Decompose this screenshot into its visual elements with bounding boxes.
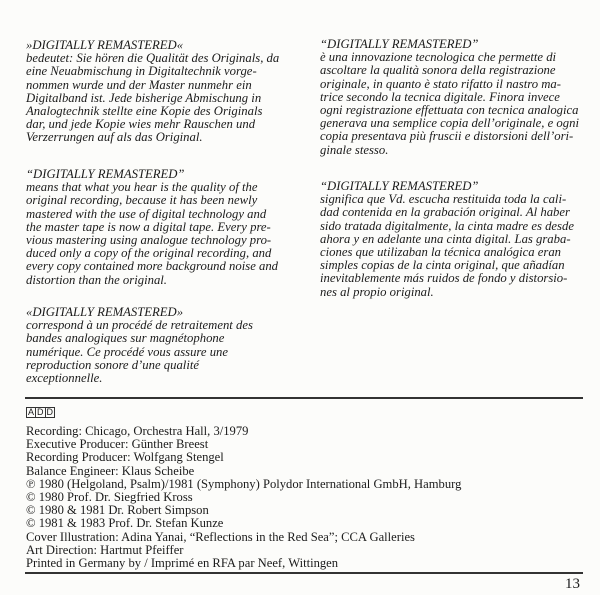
- english-remastered-note: [26, 168, 278, 287]
- text-line: ciones que utilizaban la técnica analógica eran: [320, 244, 562, 259]
- text-line: inevitablemente más ruidos de fondo y distorsio-: [320, 271, 568, 286]
- text-line: vious mastering using analogue technology pro-: [26, 232, 272, 247]
- divider-top: [25, 397, 583, 399]
- section-heading: “DIGITALLY REMASTERED”: [320, 179, 479, 193]
- text-line: the master tape is now a digital tape. Every pre-: [26, 219, 271, 234]
- text-line: duced only a copy of the original recording, and: [26, 246, 272, 261]
- text-line: nes al propio original.: [320, 284, 434, 299]
- text-line: ascoltare la qualità sonora della registrazione: [320, 63, 556, 78]
- text-line: means that what you hear is the quality of the: [26, 180, 258, 195]
- french-remastered-note: [26, 306, 253, 385]
- text-line: Verzerrungen auf als das Original.: [26, 130, 203, 145]
- text-line: eine Neuabmischung in Digitaltechnik vorge-: [26, 64, 257, 79]
- text-line: è una innovazione tecnologica che permette di: [320, 50, 557, 65]
- section-heading: »DIGITALLY REMASTERED«: [26, 38, 184, 52]
- text-line: trice secondo la tecnica digitale. Finora invece: [320, 89, 560, 104]
- spars-code-letter: A: [28, 407, 35, 417]
- text-line: bedeutet: Sie hören die Qualität des Originals, da: [26, 51, 280, 66]
- credit-line: Printed in Germany by / Imprimé en RFA par Neef, Wittingen: [26, 555, 339, 570]
- text-line: dar, und jede Kopie wies mehr Rauschen und: [26, 117, 256, 132]
- text-line: dad contenida en la grabación original. Al haber: [320, 205, 570, 220]
- section-heading: «DIGITALLY REMASTERED»: [26, 305, 184, 319]
- text-line: mastered with the use of digital technology and: [26, 206, 267, 221]
- german-remastered-note: [26, 39, 279, 145]
- credit-line: © 1981 & 1983 Prof. Dr. Stefan Kunze: [26, 516, 224, 531]
- text-line: simples copias de la cinta original, que añadían: [320, 258, 565, 273]
- section-heading: “DIGITALLY REMASTERED”: [26, 167, 185, 181]
- credits-list: [26, 425, 461, 570]
- text-line: nommen wurde und der Master nunmehr ein: [26, 77, 252, 92]
- credit-line: Balance Engineer: Klaus Scheibe: [26, 463, 195, 478]
- text-line: ogni registrazione effettuata con tecnica analogica: [320, 102, 579, 117]
- section-heading: “DIGITALLY REMASTERED”: [320, 37, 479, 51]
- italian-remastered-note: [320, 38, 579, 157]
- text-line: every copy contained more background noise and: [26, 259, 279, 274]
- text-line: copia presentava più fruscii e distorsioni dell’ori-: [320, 129, 574, 144]
- text-line: generava una semplice copia dell’originale, e ogni: [320, 116, 579, 131]
- text-line: original recording, because it has been newly: [26, 193, 258, 208]
- credit-line: Cover Illustration: Adina Yanai, “Reflections in the Red Sea”; CCA Galleries: [26, 529, 415, 544]
- text-line: Digitalband ist. Jede bisherige Abmischung in: [26, 90, 262, 105]
- text-line: sido tratada digitalmente, la cinta madre es desde: [320, 218, 574, 233]
- text-line: originale, in quanto è stato rifatto il nastro ma-: [320, 76, 561, 91]
- divider-bottom: [25, 572, 583, 574]
- credit-line: Executive Producer: Günther Breest: [26, 437, 209, 452]
- spars-code-badge: [26, 407, 54, 418]
- text-line: ahora y en adelante una cinta digital. Las graba-: [320, 231, 571, 246]
- text-line: distortion than the original.: [26, 272, 167, 287]
- page-number: 13: [565, 576, 580, 592]
- spanish-remastered-note: [320, 180, 574, 299]
- credit-line: Recording: Chicago, Orchestra Hall, 3/1979: [26, 424, 249, 438]
- text-line: numérique. Ce procédé vous assure une: [26, 344, 229, 359]
- credit-line: Recording Producer: Wolfgang Stengel: [26, 450, 224, 465]
- spars-code-letter: D: [46, 407, 54, 417]
- text-line: reproduction sonore d’une qualité: [26, 357, 200, 372]
- text-line: ginale stesso.: [320, 142, 389, 157]
- text-line: significa que Vd. escucha restituida toda la cali-: [320, 192, 567, 207]
- spars-code-letter: D: [37, 407, 44, 417]
- text-line: exceptionnelle.: [26, 370, 103, 385]
- credit-line: ℗ 1980 (Helgoland, Psalm)/1981 (Symphony) Polydor International GmbH, Hamburg: [26, 476, 462, 491]
- credit-line: Art Direction: Hartmut Pfeiffer: [26, 542, 184, 557]
- text-line: bandes analogiques sur magnétophone: [26, 331, 225, 346]
- credit-line: © 1980 & 1981 Dr. Robert Simpson: [26, 503, 209, 518]
- text-line: Analogtechnik stellte eine Kopie des Originals: [26, 103, 263, 118]
- credit-line: © 1980 Prof. Dr. Siegfried Kross: [26, 489, 193, 504]
- text-line: correspond à un procédé de retraitement des: [26, 318, 253, 333]
